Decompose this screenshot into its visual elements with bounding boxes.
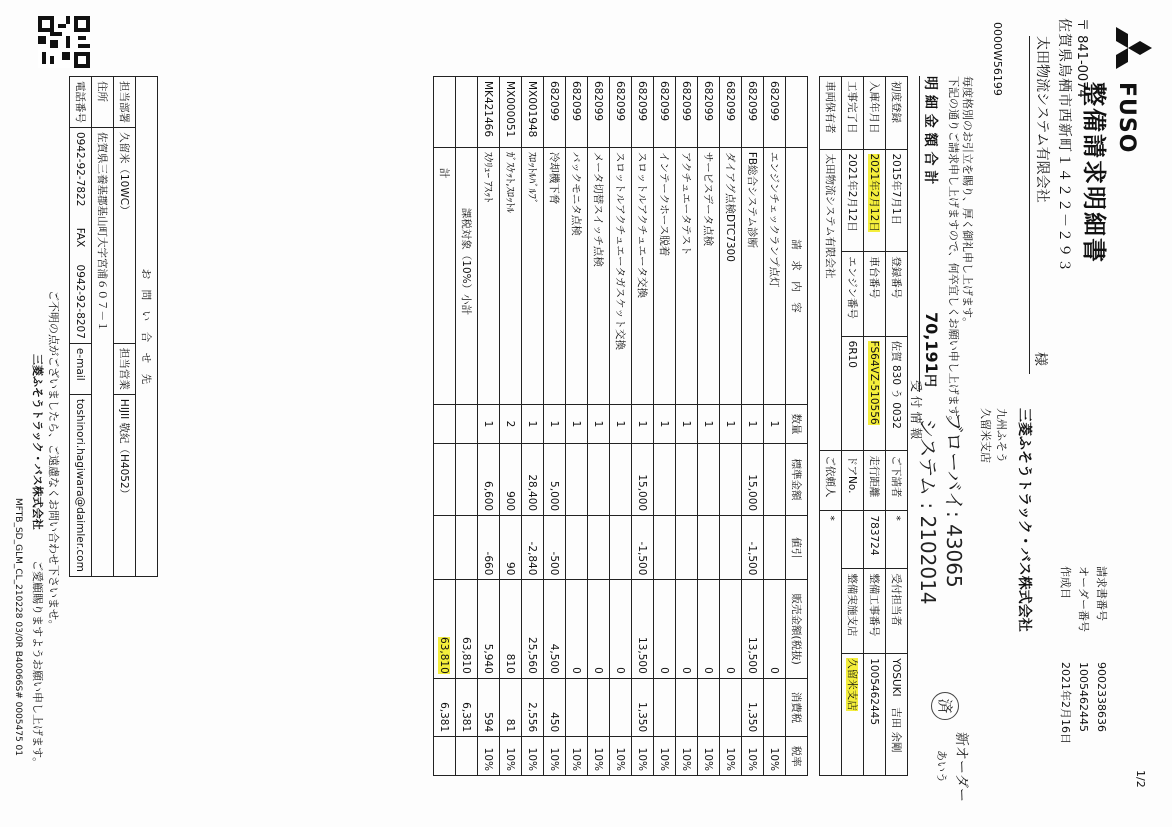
table-cell: 1 [478, 405, 500, 444]
highlighted-value: 2021年2月12日 [868, 153, 880, 232]
table-cell: MX000051 [500, 77, 522, 148]
table-cell: 10% [720, 737, 742, 776]
table-row [720, 77, 742, 776]
vehicle-cell: 入庫年月日 [864, 77, 886, 150]
table-cell: 0 [764, 580, 786, 678]
contact-row [70, 77, 92, 577]
table-cell: 25,560 [522, 580, 544, 678]
table-cell: 10% [610, 737, 632, 776]
table-cell: 10% [632, 737, 654, 776]
note-line: 三菱ふそうトラック・バス株式会社 [31, 354, 44, 530]
vehicle-cell: エンジン番号 [842, 252, 864, 336]
table-row [698, 77, 720, 776]
table-row [742, 77, 764, 776]
vehicle-cell: 整備実施支店 [842, 569, 864, 654]
subtotal-label: 課税対象（10%）小計 [456, 147, 478, 404]
vehicle-cell [842, 511, 864, 569]
table-cell: 10% [654, 737, 676, 776]
table-cell: FB総合システム診断 [742, 147, 764, 404]
table-cell [764, 678, 786, 736]
meta-label: 作成日 [1059, 566, 1072, 599]
table-cell: 1 [610, 405, 632, 444]
items-table [433, 76, 808, 776]
table-cell: MX001948 [522, 77, 544, 148]
contact-title: お 問 い 合 せ 先 [136, 77, 158, 577]
table-cell: 0 [698, 580, 720, 678]
vehicle-cell: ドアNo. [842, 451, 864, 511]
table-row [764, 77, 786, 776]
honorific: 様 [1032, 352, 1048, 366]
table-cell: 10% [676, 737, 698, 776]
table-row [522, 77, 544, 776]
contact-table [69, 76, 158, 577]
table-cell: 10% [698, 737, 720, 776]
table-cell: ｽｸﾘｭｰ ｱｽｯﾄ [478, 147, 500, 404]
table-cell: 1 [632, 405, 654, 444]
table-cell: スロットルアクチュエータガスケット交換 [610, 147, 632, 404]
table-cell [698, 443, 720, 515]
table-cell: 13,500 [632, 580, 654, 678]
contact-label: 担当営業 [114, 343, 136, 394]
company-name: 三菱ふそうトラック・バス株式会社 [1016, 408, 1032, 632]
note-line: ご愛顧賜りますようお願い申し上げます。 [31, 560, 44, 769]
vehicle-cell: 783724 [864, 511, 886, 569]
table-cell: バックモニタ点検 [566, 147, 588, 404]
vehicle-row [864, 77, 886, 776]
grand-total-tax: 6,381 [434, 678, 456, 736]
table-cell: 1 [742, 405, 764, 444]
table-cell: 1 [522, 405, 544, 444]
table-cell [720, 516, 742, 580]
company-branch: 久留米支店 [979, 408, 992, 463]
items-header: 販売金額(税抜) [786, 580, 808, 678]
fax-label: FAX [74, 227, 87, 248]
table-cell: 450 [544, 678, 566, 736]
brand-name: FUSO [1114, 82, 1139, 154]
table-cell: 1,350 [742, 678, 764, 736]
fax-number: 0942-92-8207 [74, 264, 87, 339]
vehicle-row [820, 77, 842, 776]
vehicle-cell: 走行距離 [864, 451, 886, 511]
vehicle-cell: 工事完了日 [842, 77, 864, 150]
total-label: 明 細 金 額 合 計 [922, 76, 938, 185]
table-cell: 10% [742, 737, 764, 776]
contact-row [92, 77, 114, 577]
items-header [786, 77, 808, 148]
meta-value: 2021年2月16日 [1059, 662, 1072, 744]
table-cell [588, 678, 610, 736]
table-cell [654, 516, 676, 580]
table-cell [654, 443, 676, 515]
table-cell [610, 443, 632, 515]
items-header: 請 求 内 容 [786, 147, 808, 404]
highlighted-value: FS64VZ-510556 [868, 340, 881, 425]
three-diamonds-icon [1100, 20, 1156, 76]
table-row [610, 77, 632, 776]
table-cell: 冷却機下脅 [544, 147, 566, 404]
vehicle-cell: 初度登録 [886, 77, 908, 150]
vehicle-cell: 2021年2月12日 [842, 149, 864, 252]
table-cell [676, 443, 698, 515]
table-cell: -2,840 [522, 516, 544, 580]
table-cell: 0 [676, 580, 698, 678]
table-cell: 682099 [566, 77, 588, 148]
table-cell [610, 678, 632, 736]
vehicle-header: 受 付 情 報 [909, 380, 923, 440]
vehicle-row [886, 77, 908, 776]
table-row [544, 77, 566, 776]
handwritten-note: ブローバイ: 43065 [942, 412, 966, 588]
table-row [478, 77, 500, 776]
table-cell: 1 [764, 405, 786, 444]
phone-number: 0942-92-7822 [74, 132, 87, 207]
meta-value: 9002338636 [1095, 662, 1108, 732]
note-line: ご不明の点がございましたら、ご遠慮なくお問い合わせ下さいませ。 [47, 290, 60, 631]
table-cell: -500 [544, 516, 566, 580]
table-cell [764, 443, 786, 515]
table-cell [610, 516, 632, 580]
table-cell: 15,000 [632, 443, 654, 515]
contact-value: HIJII 敬紀（H4052） [114, 394, 136, 576]
items-header: 数量 [786, 405, 808, 444]
contact-value: 佐賀県三養基郡基山町大字宮浦６０７－１ [92, 128, 114, 577]
table-cell: 4,500 [544, 580, 566, 678]
table-cell: 28,400 [522, 443, 544, 515]
table-cell: 682099 [742, 77, 764, 148]
table-cell: 0 [588, 580, 610, 678]
vehicle-cell: 6R10 [842, 336, 864, 451]
table-cell: 1,350 [632, 678, 654, 736]
items-header: 税率 [786, 737, 808, 776]
table-cell: -660 [478, 516, 500, 580]
items-header: 標準金額 [786, 443, 808, 515]
honorific-underline [1029, 36, 1030, 374]
table-cell: メータ切替スイッチ点検 [588, 147, 610, 404]
table-cell: 1 [654, 405, 676, 444]
postal-code: 〒 841-0074 [1074, 18, 1089, 98]
vehicle-cell: 車両保有者 [820, 77, 842, 150]
total-unit: 円 [922, 374, 937, 388]
table-cell: サービスデータ点検 [698, 147, 720, 404]
table-cell: 1 [544, 405, 566, 444]
footer-code: MFTB_SD_GLM_CL_210228 03/0R B40066S# 0005475 01 [13, 498, 23, 757]
vehicle-cell: 太田物流システム有限会社 [820, 149, 842, 451]
table-cell: 10% [522, 737, 544, 776]
page-number: 1/2 [1134, 770, 1147, 788]
items-body [478, 77, 786, 776]
table-row [500, 77, 522, 776]
handwritten-note: あいう [935, 750, 948, 783]
grand-total-amount [434, 580, 456, 678]
table-cell: 10% [588, 737, 610, 776]
meta-label: 請求書番号 [1095, 566, 1108, 621]
table-row [676, 77, 698, 776]
table-cell: 10% [764, 737, 786, 776]
vehicle-cell: * [820, 511, 842, 776]
contact-row [114, 77, 136, 577]
contact-value [70, 128, 92, 344]
table-cell [764, 516, 786, 580]
handwritten-note: 新オーダー [953, 732, 969, 802]
vehicle-cell [864, 149, 886, 252]
vehicle-cell: * [886, 511, 908, 569]
handwritten-note: システム : 2102014 [916, 418, 940, 605]
subtotal-row [456, 77, 478, 776]
table-cell: 682099 [720, 77, 742, 148]
vehicle-cell: 整備工事番号 [864, 569, 886, 654]
fuso-logo [1096, 20, 1156, 80]
table-cell: アクチュエータテスト [676, 147, 698, 404]
table-cell: 10% [544, 737, 566, 776]
meta-label: オーダー番号 [1077, 566, 1090, 632]
table-cell [588, 516, 610, 580]
greeting-line: 毎度格別のお引立を賜り、厚く御礼申し上げます。 [961, 76, 974, 329]
table-cell: 682099 [588, 77, 610, 148]
table-cell: エンジンチェックランプ点灯 [764, 147, 786, 404]
contact-label: 電話番号 [70, 77, 92, 128]
table-cell [566, 443, 588, 515]
table-cell [698, 516, 720, 580]
table-cell: 90 [500, 516, 522, 580]
table-cell: 1 [676, 405, 698, 444]
vehicle-cell: 佐賀 830 う 0032 [886, 336, 908, 451]
table-cell: 900 [500, 443, 522, 515]
table-cell: 682099 [654, 77, 676, 148]
table-cell: 5,940 [478, 580, 500, 678]
table-cell: 594 [478, 678, 500, 736]
table-cell: 1 [566, 405, 588, 444]
table-cell: -1,500 [742, 516, 764, 580]
vehicle-cell: 受付担当者 [886, 569, 908, 654]
table-cell: 2,556 [522, 678, 544, 736]
document-title: 整備請求明細書 [1080, 82, 1108, 264]
vehicle-cell: ご依頼人 [820, 451, 842, 511]
contact-email[interactable]: toshinori.hagiwara@daimler.com [70, 394, 92, 576]
highlighted-value: 63,810 [438, 637, 451, 674]
table-cell [676, 678, 698, 736]
total-underline [919, 76, 920, 392]
vehicle-cell [864, 336, 886, 451]
vehicle-cell: ご下請者 [886, 451, 908, 511]
subtotal-amount: 63,810 [456, 580, 478, 678]
company-branch: 九州ふそう [995, 408, 1008, 463]
table-cell: 5,000 [544, 443, 566, 515]
table-cell [720, 678, 742, 736]
table-cell [720, 443, 742, 515]
vehicle-table [819, 76, 908, 776]
table-cell: 810 [500, 580, 522, 678]
customer-code: 0000W56199 [991, 22, 1004, 96]
vehicle-cell: 登録番号 [886, 252, 908, 336]
grand-total-row [434, 77, 456, 776]
customer-address: 佐賀県鳥栖市西新町１４２２－２９３ [1056, 18, 1072, 273]
contact-title-row [136, 77, 158, 577]
table-cell: 1 [720, 405, 742, 444]
grand-total-label: 計 [434, 147, 456, 404]
total-amount: 70,191 [922, 312, 941, 374]
vehicle-row [842, 77, 864, 776]
table-cell: 13,500 [742, 580, 764, 678]
table-cell: 682099 [610, 77, 632, 148]
table-cell: インテークホース脱着 [654, 147, 676, 404]
table-cell: 10% [478, 737, 500, 776]
table-cell [676, 516, 698, 580]
table-cell [566, 516, 588, 580]
table-row [654, 77, 676, 776]
table-cell: 1 [588, 405, 610, 444]
table-cell: 682099 [698, 77, 720, 148]
table-cell: ｽﾛｯﾄﾙﾊﾞﾙﾌﾞ [522, 147, 544, 404]
table-cell [698, 678, 720, 736]
table-cell [654, 678, 676, 736]
table-cell: ダイアグ点検DTC7300 [720, 147, 742, 404]
subtotal-tax: 6,381 [456, 678, 478, 736]
table-cell: 682099 [676, 77, 698, 148]
table-cell: 0 [566, 580, 588, 678]
table-cell: 6,600 [478, 443, 500, 515]
table-cell: 10% [500, 737, 522, 776]
table-row [566, 77, 588, 776]
table-cell: 15,000 [742, 443, 764, 515]
table-cell: 0 [610, 580, 632, 678]
vehicle-cell [842, 654, 864, 776]
items-header: 値引 [786, 516, 808, 580]
vehicle-cell: 車台番号 [864, 252, 886, 336]
table-cell: 2 [500, 405, 522, 444]
greeting-line: 下記の通りご請求申し上げますので、何卒宜しくお願い申し上げます。 [947, 76, 960, 427]
contact-label: 担当部署 [114, 77, 136, 128]
table-cell: 81 [500, 678, 522, 736]
table-cell: ｶﾞｽｹｯﾄ,ｽﾛｯﾄﾙ [500, 147, 522, 404]
customer-name: 太田物流システム有限会社 [1034, 36, 1050, 203]
table-cell: 0 [654, 580, 676, 678]
contact-label: 住所 [92, 77, 114, 128]
table-cell: -1,500 [632, 516, 654, 580]
table-cell: 0 [720, 580, 742, 678]
meta-value: 1005462445 [1077, 662, 1090, 732]
handwritten-stamp: 済 [931, 692, 959, 720]
contact-value: 久留米（10WC） [114, 128, 136, 344]
vehicle-cell: 2015年7月1日 [886, 149, 908, 252]
items-header-row [786, 77, 808, 776]
table-cell: 682099 [632, 77, 654, 148]
table-cell: スロットルアクチュエータ交換 [632, 147, 654, 404]
table-cell [588, 443, 610, 515]
vehicle-cell: YOSUKI 吉田 余剛 [886, 654, 908, 776]
contact-label: e-mail [70, 343, 92, 394]
highlighted-value: 久留米支店 [846, 658, 858, 711]
vehicle-cell: 1005462445 [864, 654, 886, 776]
items-header: 消費税 [786, 678, 808, 736]
table-cell: 682099 [544, 77, 566, 148]
table-cell [566, 678, 588, 736]
table-cell: 1 [698, 405, 720, 444]
qr-code [38, 16, 90, 68]
table-row [632, 77, 654, 776]
table-cell: 682099 [764, 77, 786, 148]
table-cell: 10% [566, 737, 588, 776]
table-row [588, 77, 610, 776]
table-cell: MK421466 [478, 77, 500, 148]
